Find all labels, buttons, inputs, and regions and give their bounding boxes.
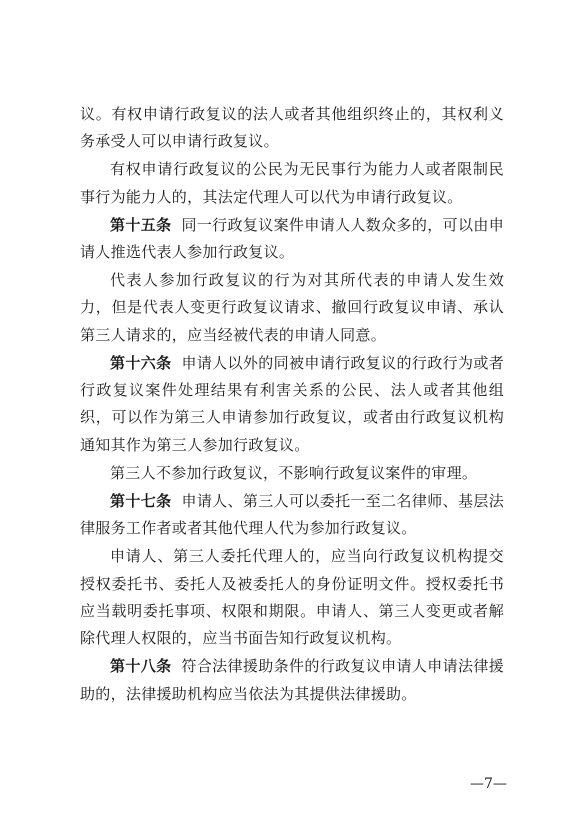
article-18 xyxy=(80,653,504,708)
article-16 xyxy=(80,350,504,459)
paragraph-6 xyxy=(80,460,504,487)
article-number: 第十五条 xyxy=(110,215,172,234)
paragraph-2 xyxy=(80,156,504,211)
article-number: 第十八条 xyxy=(110,657,172,676)
paragraph-text: 第三人不参加行政复议，不影响行政复议案件的审理。 xyxy=(110,463,478,482)
paragraph-text: 代表人参加行政复议的行为对其所代表的申请人发生效力，但是代表人变更行政复议请求、撤回行政复议申请、承认第三人请求的，应当经被代表的申请人同意。 xyxy=(80,271,504,344)
paragraph-8 xyxy=(80,543,504,652)
paragraph-4 xyxy=(80,267,504,349)
paragraph-text: 符合法律援助条件的行政复议申请人申请法律援助的，法律援助机构应当依法为其提供法律援助。 xyxy=(80,657,504,703)
document-body xyxy=(80,101,504,709)
paragraph-text: 申请人、第三人可以委托一至二名律师、基层法律服务工作者或者其他代理人代为参加行政复议。 xyxy=(80,491,504,538)
paragraph-1 xyxy=(80,101,504,156)
article-15 xyxy=(80,212,504,267)
paragraph-text: 议。有权申请行政复议的法人或者其他组织终止的，其权利义务承受人可以申请行政复议。 xyxy=(80,105,504,151)
article-number: 第十七条 xyxy=(110,491,172,510)
paragraph-text: 有权申请行政复议的公民为无民事行为能力人或者限制民事行为能力人的，其法定代理人可以代为申请行政复议。 xyxy=(80,160,504,206)
article-number: 第十六条 xyxy=(110,353,172,372)
paragraph-text: 申请人、第三人委托代理人的，应当向行政复议机构提交授权委托书、委托人及被委托人的身份证明文件。授权委托书应当载明委托事项、权限和期限。申请人、第三人变更或者解除代理人权限的，应当书面告知行政复议机构。 xyxy=(80,547,504,648)
page-number: —7— xyxy=(470,776,507,792)
paragraph-text: 同一行政复议案件申请人人数众多的，可以由申请人推选代表人参加行政复议。 xyxy=(80,215,504,262)
article-17 xyxy=(80,488,504,543)
paragraph-text: 申请人以外的同被申请行政复议的行政行为或者行政复议案件处理结果有利害关系的公民、法人或者其他组织，可以作为第三人申请参加行政复议，或者由行政复议机构通知其作为第三人参加行政复议。 xyxy=(80,353,504,454)
